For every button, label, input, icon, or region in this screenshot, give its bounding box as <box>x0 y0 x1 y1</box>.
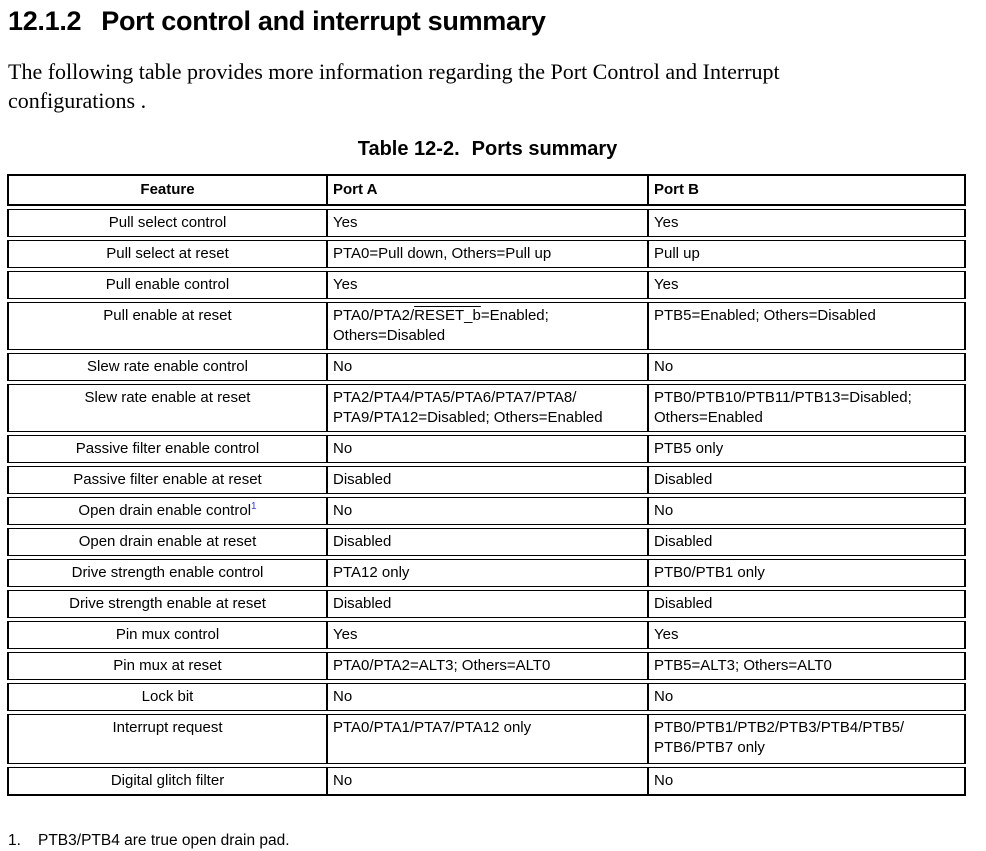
header-feature: Feature <box>7 174 327 206</box>
table-row <box>7 240 966 268</box>
feature-cell: Open drain enable control$^1$ <box>7 497 327 525</box>
table-row <box>7 559 966 587</box>
port-a-cell: Yes <box>327 271 648 299</box>
table-caption-title: Ports summary <box>471 138 618 160</box>
feature-cell: Passive filter enable at reset <box>7 466 327 494</box>
port-a-cell: No <box>327 435 648 463</box>
feature-cell: Slew rate enable control <box>7 353 327 381</box>
port-a-cell: PTA12 only <box>327 559 648 587</box>
port-b-cell: PTB5 only <box>648 435 966 463</box>
feature-cell: Pull select at reset <box>7 240 327 268</box>
port-b-cell: Disabled <box>648 590 966 618</box>
port-b-cell: Yes <box>648 209 966 237</box>
table-row <box>7 714 966 764</box>
feature-cell: Pull enable control <box>7 271 327 299</box>
table-caption <box>8 138 967 161</box>
feature-cell: Slew rate enable at reset <box>7 384 327 432</box>
port-a-cell: Yes <box>327 621 648 649</box>
port-b-cell: PTB0/PTB1 only <box>648 559 966 587</box>
table-row <box>7 209 966 237</box>
intro-line-1: The following table provides more information regarding the Port Control and Interrupt <box>8 59 780 84</box>
footnote-ref: 1 <box>251 501 257 512</box>
table-row <box>7 528 966 556</box>
header-port-a: Port A <box>327 174 648 206</box>
port-a-cell: PTA0/PTA2/RESET_b=Enabled; Others=Disabled <box>327 302 648 350</box>
intro-paragraph <box>8 57 976 115</box>
section-heading <box>8 6 976 37</box>
port-b-cell: PTB5=Enabled; Others=Disabled <box>648 302 966 350</box>
port-b-cell: Disabled <box>648 528 966 556</box>
feature-cell: Interrupt request <box>7 714 327 764</box>
table-row <box>7 384 966 432</box>
port-b-cell: No <box>648 353 966 381</box>
feature-cell: Lock bit <box>7 683 327 711</box>
port-b-cell: Pull up <box>648 240 966 268</box>
port-b-cell: Yes <box>648 621 966 649</box>
port-b-cell: No <box>648 683 966 711</box>
port-b-cell: PTB5=ALT3; Others=ALT0 <box>648 652 966 680</box>
port-a-cell: PTA0/PTA1/PTA7/PTA12 only <box>327 714 648 764</box>
intro-line-2: configurations . <box>8 88 147 113</box>
port-b-cell: PTB0/PTB1/PTB2/PTB3/PTB4/PTB5/ PTB6/PTB7 only <box>648 714 966 764</box>
port-a-cell: Disabled <box>327 528 648 556</box>
port-a-cell: PTA0/PTA2=ALT3; Others=ALT0 <box>327 652 648 680</box>
port-a-cell: PTA0=Pull down, Others=Pull up <box>327 240 648 268</box>
port-a-cell: No <box>327 767 648 796</box>
ports-summary-table <box>7 171 966 799</box>
feature-cell: Passive filter enable control <box>7 435 327 463</box>
table-row <box>7 302 966 350</box>
port-a-cell: PTA2/PTA4/PTA5/PTA6/PTA7/PTA8/ PTA9/PTA12=Disabled; Others=Enabled <box>327 384 648 432</box>
table-caption-label: Table 12-2. <box>357 138 460 160</box>
table-row <box>7 497 966 525</box>
port-b-cell: PTB0/PTB10/PTB11/PTB13=Disabled; Others=Enabled <box>648 384 966 432</box>
footnote-number: 1. <box>8 832 21 849</box>
port-a-cell: Disabled <box>327 466 648 494</box>
table-row <box>7 621 966 649</box>
table-row <box>7 652 966 680</box>
port-a-cell: No <box>327 683 648 711</box>
feature-cell: Pin mux at reset <box>7 652 327 680</box>
feature-cell: Drive strength enable control <box>7 559 327 587</box>
port-a-cell: No <box>327 353 648 381</box>
section-title: Port control and interrupt summary <box>101 6 546 36</box>
port-b-cell: No <box>648 497 966 525</box>
port-a-cell: Disabled <box>327 590 648 618</box>
table-row <box>7 271 966 299</box>
feature-cell: Pull select control <box>7 209 327 237</box>
port-a-cell: Yes <box>327 209 648 237</box>
table-row <box>7 590 966 618</box>
port-b-cell: Disabled <box>648 466 966 494</box>
table-header-row <box>7 174 966 206</box>
feature-cell: Pin mux control <box>7 621 327 649</box>
footnote <box>8 831 976 851</box>
feature-cell: Pull enable at reset <box>7 302 327 350</box>
table-row <box>7 466 966 494</box>
port-b-cell: Yes <box>648 271 966 299</box>
section-number: 12.1.2 <box>8 6 82 36</box>
table-row <box>7 353 966 381</box>
feature-cell: Drive strength enable at reset <box>7 590 327 618</box>
feature-cell: Open drain enable at reset <box>7 528 327 556</box>
header-port-b: Port B <box>648 174 966 206</box>
footnote-text: PTB3/PTB4 are true open drain pad. <box>38 832 290 849</box>
feature-cell: Digital glitch filter <box>7 767 327 796</box>
table-row <box>7 683 966 711</box>
port-a-cell: No <box>327 497 648 525</box>
table-row <box>7 767 966 796</box>
port-b-cell: No <box>648 767 966 796</box>
table-row <box>7 435 966 463</box>
